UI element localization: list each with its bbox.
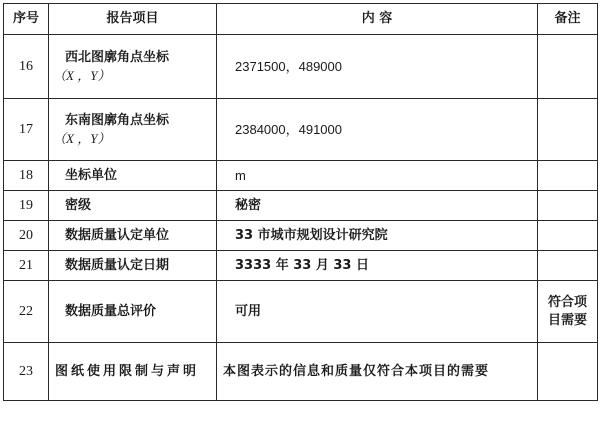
row-no: 23 [4,343,49,401]
row-note: 符合项目需要 [538,281,598,343]
row-note [538,161,598,191]
header-content: 内 容 [217,4,538,35]
table-row [4,99,598,161]
table-row [4,343,598,401]
row-item: 数据质量认定单位 [49,221,217,251]
row-item: 密级 [49,191,217,221]
row-no: 22 [4,281,49,343]
table-row [4,161,598,191]
row-item-label: 东南图廓角点坐标 [65,112,170,128]
row-content: 秘密 [217,191,538,221]
row-item: 数据质量认定日期 [49,251,217,281]
row-content: 本图表示的信息和质量仅符合本项目的需要 [217,343,538,401]
row-content: 可用 [217,281,538,343]
row-note [538,191,598,221]
row-item-sub: （X ，Y） [53,67,111,83]
row-item: 坐标单位 [49,161,217,191]
row-note [538,251,598,281]
row-item-label: 西北图廓角点坐标 [65,49,170,65]
table-row [4,281,598,343]
row-content: 3333 年 33 月 33 日 [217,251,538,281]
row-note [538,221,598,251]
row-item [49,35,217,99]
header-item: 报告项目 [49,4,217,35]
row-content: m [217,161,538,191]
row-no: 16 [4,35,49,99]
row-content: 2371500，489000 [217,35,538,99]
row-note [538,343,598,401]
table-row [4,35,598,99]
row-content: 2384000，491000 [217,99,538,161]
report-table [3,3,598,401]
header-no: 序号 [4,4,49,35]
row-note [538,35,598,99]
row-item [49,99,217,161]
row-no: 19 [4,191,49,221]
table-row [4,251,598,281]
row-no: 17 [4,99,49,161]
row-note [538,99,598,161]
row-item: 图纸使用限制与声明 [49,343,217,401]
row-item-sub: （X ，Y） [53,130,111,146]
row-no: 20 [4,221,49,251]
row-no: 21 [4,251,49,281]
table-row [4,221,598,251]
header-note: 备注 [538,4,598,35]
table-header-row [4,4,598,35]
row-item: 数据质量总评价 [49,281,217,343]
row-content: 33 市城市规划设计研究院 [217,221,538,251]
table-row [4,191,598,221]
row-no: 18 [4,161,49,191]
